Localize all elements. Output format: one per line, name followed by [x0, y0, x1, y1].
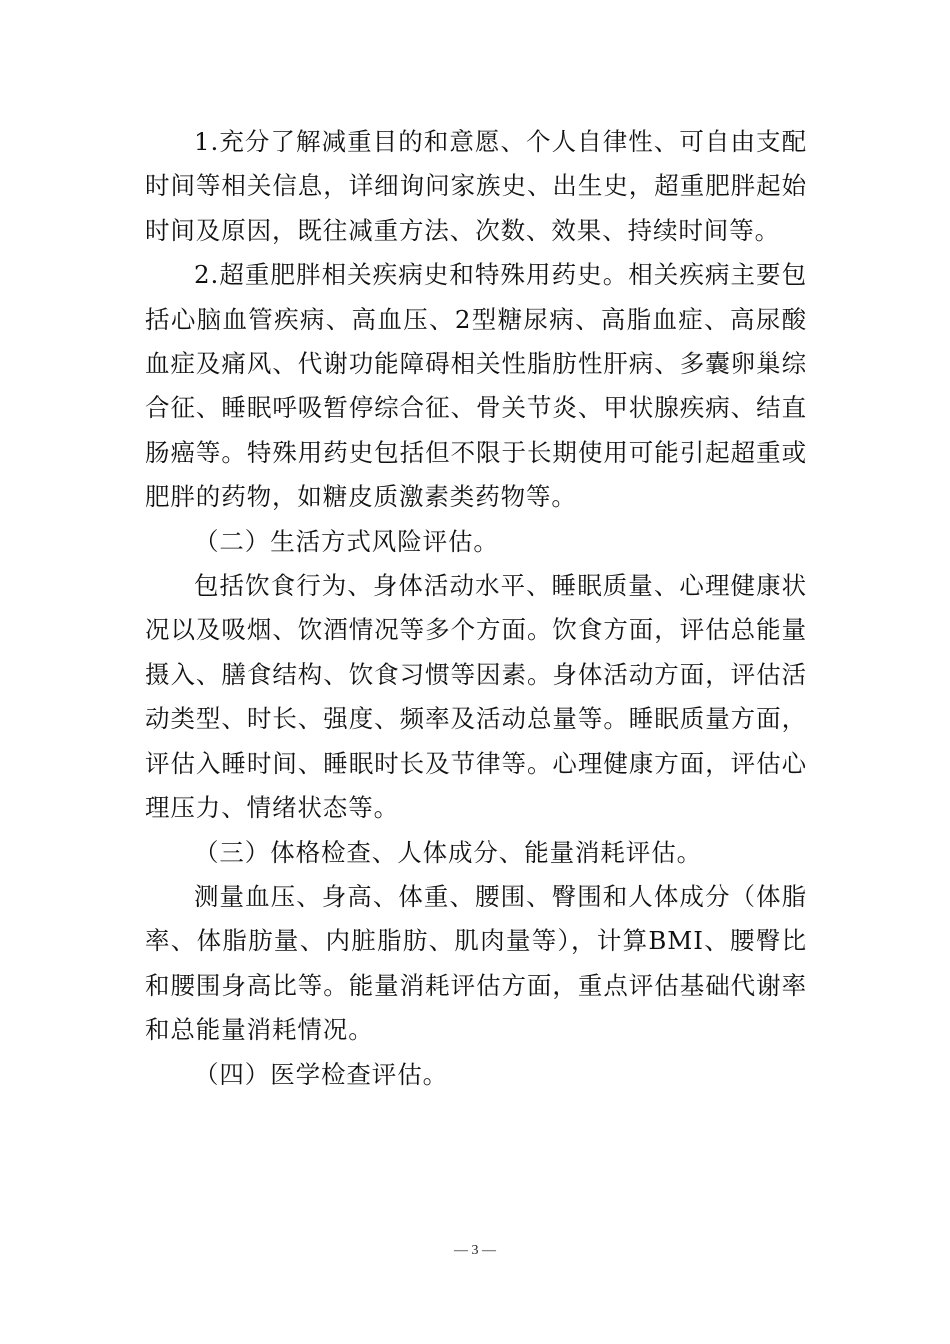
- section-heading-lifestyle: （二）生活方式风险评估。: [194, 526, 499, 556]
- document-body: [145, 120, 807, 1097]
- paragraph-lifestyle: 包括饮食行为、身体活动水平、睡眠质量、心理健康状况以及吸烟、饮酒情况等多个方面。饮食方面，评估总能量摄入、膳食结构、饮食习惯等因素。身体活动方面，评估活动类型、时长、强度、频率及活动总量等。睡眠质量方面，评估入睡时间、睡眠时长及节律等。心理健康方面，评估心理压力、情绪状态等。: [145, 571, 807, 823]
- section-heading-medical-exam: （四）医学检查评估。: [194, 1059, 448, 1089]
- paragraph-physical-exam: 测量血压、身高、体重、腰围、臀围和人体成分（体脂率、体脂肪量、内脏脂肪、肌肉量等），计算BMI、腰臀比和腰围身高比等。能量消耗评估方面，重点评估基础代谢率和总能量消耗情况。: [145, 881, 807, 1045]
- paragraph-disease-history: 2.超重肥胖相关疾病史和特殊用药史。相关疾病主要包括心脑血管疾病、高血压、2型糖尿病、高脂血症、高尿酸血症及痛风、代谢功能障碍相关性脂肪性肝病、多囊卵巢综合征、睡眠呼吸暂停综合征、骨关节炎、甲状腺疾病、结直肠癌等。特殊用药史包括但不限于长期使用可能引起超重或肥胖的药物，如糖皮质激素类药物等。: [145, 260, 807, 512]
- paragraph-history-info: 1.充分了解减重目的和意愿、个人自律性、可自由支配时间等相关信息，详细询问家族史、出生史，超重肥胖起始时间及原因，既往减重方法、次数、效果、持续时间等。: [145, 127, 807, 245]
- page-number: — 3 —: [454, 1243, 496, 1258]
- section-heading-physical-exam: （三）体格检查、人体成分、能量消耗评估。: [194, 837, 702, 867]
